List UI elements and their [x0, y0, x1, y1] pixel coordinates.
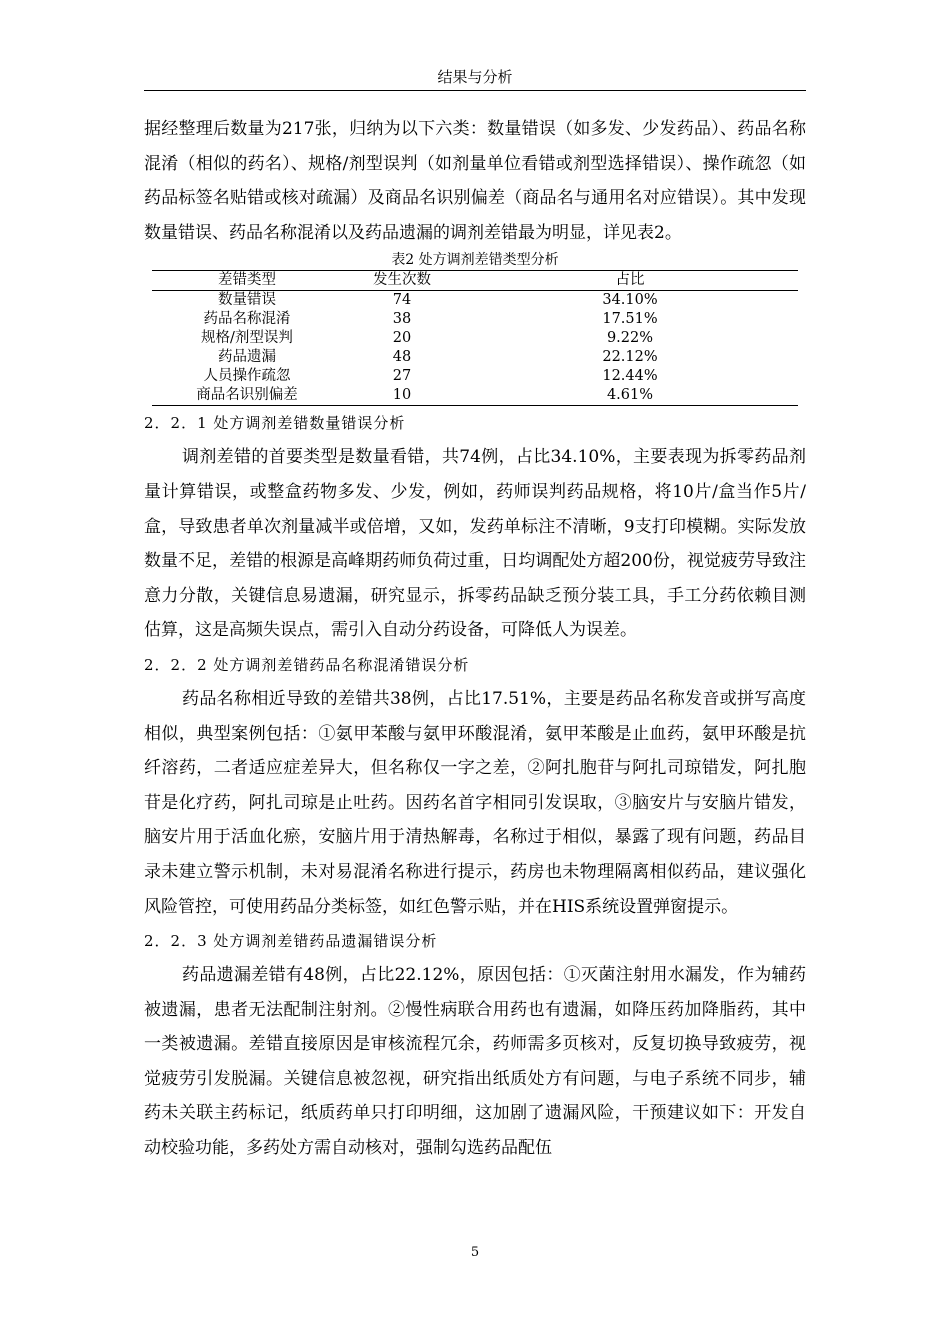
column-header-count: 发生次数: [342, 271, 462, 291]
table-cell-type: 药品名称混淆: [203, 311, 291, 328]
table-row: [152, 291, 798, 311]
column-header-ratio: 占比: [462, 271, 798, 291]
table-caption: 表2 处方调剂差错类型分析: [391, 252, 559, 269]
section-body-omission-errors: 药品遗漏差错有48例，占比22.12%，原因包括：①灭菌注射用水漏发，作为辅药被遗漏，患者无法配制注射剂。②慢性病联合用药也有遗漏，如降压药加降脂药，其中一类被遗漏。差错直接原因是审核流程冗余，药师需多页核对，反复切换导致疲劳，视觉疲劳引发脱漏。关键信息被忽视，研究指出纸质处方有问题，与电子系统不同步，辅药未关联主药标记，纸质药单只打印明细，这加剧了遗漏风险，干预建议如下：开发自动校验功能，多药处方需自动核对，强制勾选药品配伍: [144, 965, 806, 1159]
table-cell-count: 38: [392, 311, 412, 328]
table-row: [152, 367, 798, 386]
table-cell-ratio: 34.10%: [602, 292, 658, 309]
table-row: [152, 329, 798, 348]
table-cell-type: 药品遗漏: [218, 349, 276, 366]
page-header: [144, 64, 806, 91]
section-body-name-confusion: 药品名称相近导致的差错共38例，占比17.51%，主要是药品名称发音或拼写高度相似，典型案例包括：①氨甲苯酸与氨甲环酸混淆，氨甲苯酸是止血药，氨甲环酸是抗纤溶药，二者适应症差异大，但名称仅一字之差，②阿扎胞苷与阿扎司琼错发，阿扎胞苷是化疗药，阿扎司琼是止吐药。因药名首字相同引发误取，③脑安片与安脑片错发，脑安片用于活血化瘀，安脑片用于清热解毒，名称过于相似，暴露了现有问题，药品目录未建立警示机制，未对易混淆名称进行提示，药房也未物理隔离相似药品，建议强化风险管控，可使用药品分类标签，如红色警示贴，并在HIS系统设置弹窗提示。: [144, 688, 806, 917]
section-body-quantity-errors: 调剂差错的首要类型是数量看错，共74例，占比34.10%，主要表现为拆零药品剂量计算错误，或整盒药物多发、少发，例如，药师误判药品规格，将10片/盒当作5片/盒，导致患者单次剂量减半或倍增，又如，发药单标注不清晰，9支打印模糊。实际发放数量不足，差错的根源是高峰期药师负荷过重，日均调配处方超200份，视觉疲劳导致注意力分散，关键信息易遗漏，研究显示，拆零药品缺乏预分装工具，手工分药依赖目测估算，这是高频失误点，需引入自动分药设备，可降低人为误差。: [144, 447, 806, 641]
table-row: [152, 310, 798, 329]
table-cell-count: 27: [392, 368, 412, 385]
table-cell-type: 规格/剂型误判: [201, 330, 293, 347]
table-header-row: [152, 271, 798, 291]
table-cell-ratio: 22.12%: [602, 349, 658, 366]
document-body: [144, 112, 806, 1166]
table-cell-count: 10: [342, 386, 462, 406]
page-number: 5: [470, 1245, 480, 1260]
table-row: [152, 348, 798, 367]
table-cell-ratio: 17.51%: [602, 311, 658, 328]
table-cell-type: 数量错误: [218, 292, 276, 309]
column-header-type: 差错类型: [152, 271, 342, 291]
table-cell-ratio: 12.44%: [602, 368, 658, 385]
table-cell-ratio: 9.22%: [606, 330, 654, 347]
table-cell-count: 74: [392, 292, 412, 309]
header-title: 结果与分析: [437, 68, 513, 86]
table-cell-count: 48: [392, 349, 412, 366]
table-cell-type: 商品名识别偏差: [152, 386, 342, 406]
intro-paragraph: 据经整理后数量为217张，归纳为以下六类：数量错误（如多发、少发药品）、药品名称混淆（相似的药名）、规格/剂型误判（如剂量单位看错或剂型选择错误）、操作疏忽（如药品标签名贴错或核对疏漏）及商品名识别偏差（商品名与通用名对应错误）。其中发现数量错误、药品名称混淆以及药品遗漏的调剂差错最为明显，详见表2。: [144, 119, 806, 243]
table-cell-type: 人员操作疏忽: [203, 368, 291, 385]
section-heading-omission-errors: 2．2．3 处方调剂差错药品遗漏错误分析: [144, 932, 438, 951]
table-cell-ratio: 4.61%: [462, 386, 798, 406]
section-heading-name-confusion: 2．2．2 处方调剂差错药品名称混淆错误分析: [144, 655, 470, 674]
table-row: [152, 386, 798, 406]
error-type-table: [152, 270, 798, 406]
section-heading-quantity-errors: 2．2．1 处方调剂差错数量错误分析: [144, 414, 406, 433]
table-cell-count: 20: [392, 330, 412, 347]
